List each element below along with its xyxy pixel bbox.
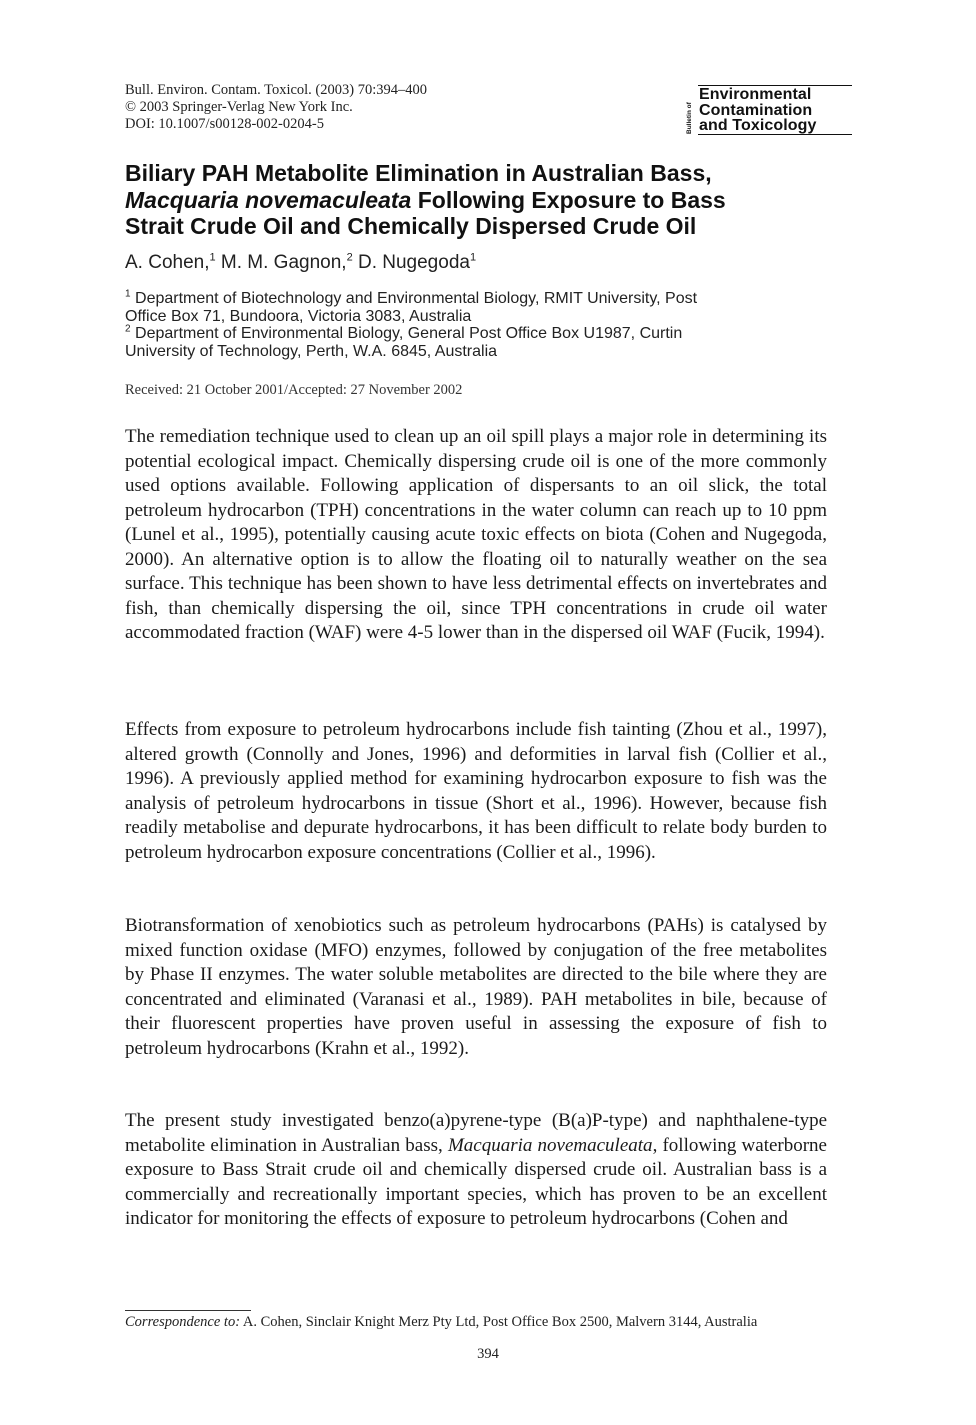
author-gagnon: M. M. Gagnon, xyxy=(215,252,347,273)
body-paragraph-4: The present study investigated benzo(a)pyrene-type (B(a)P-type) and naphthalene-type metabolite elimination in Australian bass, Macquaria novemaculeata, following waterborne exposure to Bass Strait crude oil and chemically dispersed crude oil. Australian bass is a commercially and recreationally important species, which has proven to be an excellent indicator for monitoring the effects of exposure to petroleum hydrocarbons (Cohen and xyxy=(125,1110,827,1229)
affiliation-2-line-2: University of Technology, Perth, W.A. 6845, Australia xyxy=(125,342,498,360)
logo-line-2: Contamination xyxy=(699,101,813,119)
title-line-2: Macquaria novemaculeata Following Exposure to Bass xyxy=(125,186,726,213)
species-name: Macquaria novemaculeata xyxy=(125,186,412,213)
body-paragraph-3: Biotransformation of xenobiotics such as petroleum hydrocarbons (PAHs) is catalysed by mixed function oxidase (MFO) enzymes, followed by conjugation of the free metabolites by Phase II enzymes. The water soluble metabolites are directed to the bile where they are concentrated and eliminated (Varanasi et al., 1989). PAH metabolites in bile, because of their fluorescent properties have proven useful in assessing the exposure of fish to petroleum hydrocarbons (Krahn et al., 1992). xyxy=(125,915,827,1059)
author-nugegoda: D. Nugegoda xyxy=(352,252,470,273)
affiliation-1-line-1: $^1$ Department of Biotechnology and Environmental Biology, RMIT University, Post xyxy=(125,288,698,307)
logo-line-3: and Toxicology xyxy=(699,117,817,134)
journal-logo-side: Bulletin of xyxy=(686,102,693,134)
title-line-3: Strait Crude Oil and Chemically Dispersed Crude Oil xyxy=(125,213,697,239)
title-line-1: Biliary PAH Metabolite Elimination in Australian Bass, xyxy=(125,160,712,186)
journal-logo-text xyxy=(699,87,817,134)
citation-copyright: © 2003 Springer-Verlag New York Inc. xyxy=(125,99,353,115)
article-title xyxy=(125,160,865,240)
footnote-rule xyxy=(125,1310,251,1311)
species-name-inline: Macquaria novemaculeata xyxy=(447,1134,653,1156)
citation-journal: Bull. Environ. Contam. Toxicol. (2003) 70:394–400 xyxy=(125,82,427,98)
journal-logo xyxy=(686,84,852,136)
citation-doi: DOI: 10.1007/s00128-002-0204-5 xyxy=(125,116,324,132)
received-dates: Received: 21 October 2001/Accepted: 27 November 2002 xyxy=(125,382,463,398)
body-paragraph-2: Effects from exposure to petroleum hydrocarbons include fish tainting (Zhou et al., 1997), altered growth (Connolly and Jones, 1996) and deformities in larval fish (Collier et al., 1996). A previously applied method for examining hydrocarbon exposure to fish was the analysis of petroleum hydrocarbons in tissue (Short et al., 1996). However, because fish readily metabolise and depurate hydrocarbons, it has been difficult to relate body burden to petroleum hydrocarbon exposure concentrations (Collier et al., 1996). xyxy=(125,719,827,863)
author-list: A. Cohen,$^1$ M. M. Gagnon,$^2$ D. Nugegoda$^1$ xyxy=(125,251,477,273)
logo-line-1: Environmental xyxy=(699,86,812,103)
affiliation-1-line-2: Office Box 71, Bundoora, Victoria 3083, Australia xyxy=(125,307,472,325)
affiliations xyxy=(125,290,845,360)
author-cohen: A. Cohen, xyxy=(125,252,210,273)
affiliation-2-line-1: $^2$ Department of Environmental Biology, General Post Office Box U1987, Curtin xyxy=(125,323,683,342)
citation-block xyxy=(125,82,427,133)
correspondence-footnote: Correspondence to: A. Cohen, Sinclair Knight Merz Pty Ltd, Post Office Box 2500, Malvern 3144, Australia xyxy=(125,1314,758,1330)
page-number: 394 xyxy=(477,1346,499,1362)
logo-rule-bottom xyxy=(698,134,852,135)
body-paragraph-1: The remediation technique used to clean up an oil spill plays a major role in determining its potential ecological impact. Chemically dispersing crude oil is one of the more commonly used options available. Following application of dispersants to an oil slick, the total petroleum hydrocarbon (TPH) concentrations in the water column can reach up to 10 ppm (Lunel et al., 1995), potentially causing acute toxic effects on biota (Cohen and Nugegoda, 2000). An alternative option is to allow the floating oil to naturally weather on the sea surface. This technique has been shown to have less detrimental effects on invertebrates and fish, than chemically dispersing the oil, since TPH concentrations in crude oil water accommodated fraction (WAF) were 4-5 lower than in the dispersed oil WAF (Fucik, 1994). xyxy=(125,426,827,643)
